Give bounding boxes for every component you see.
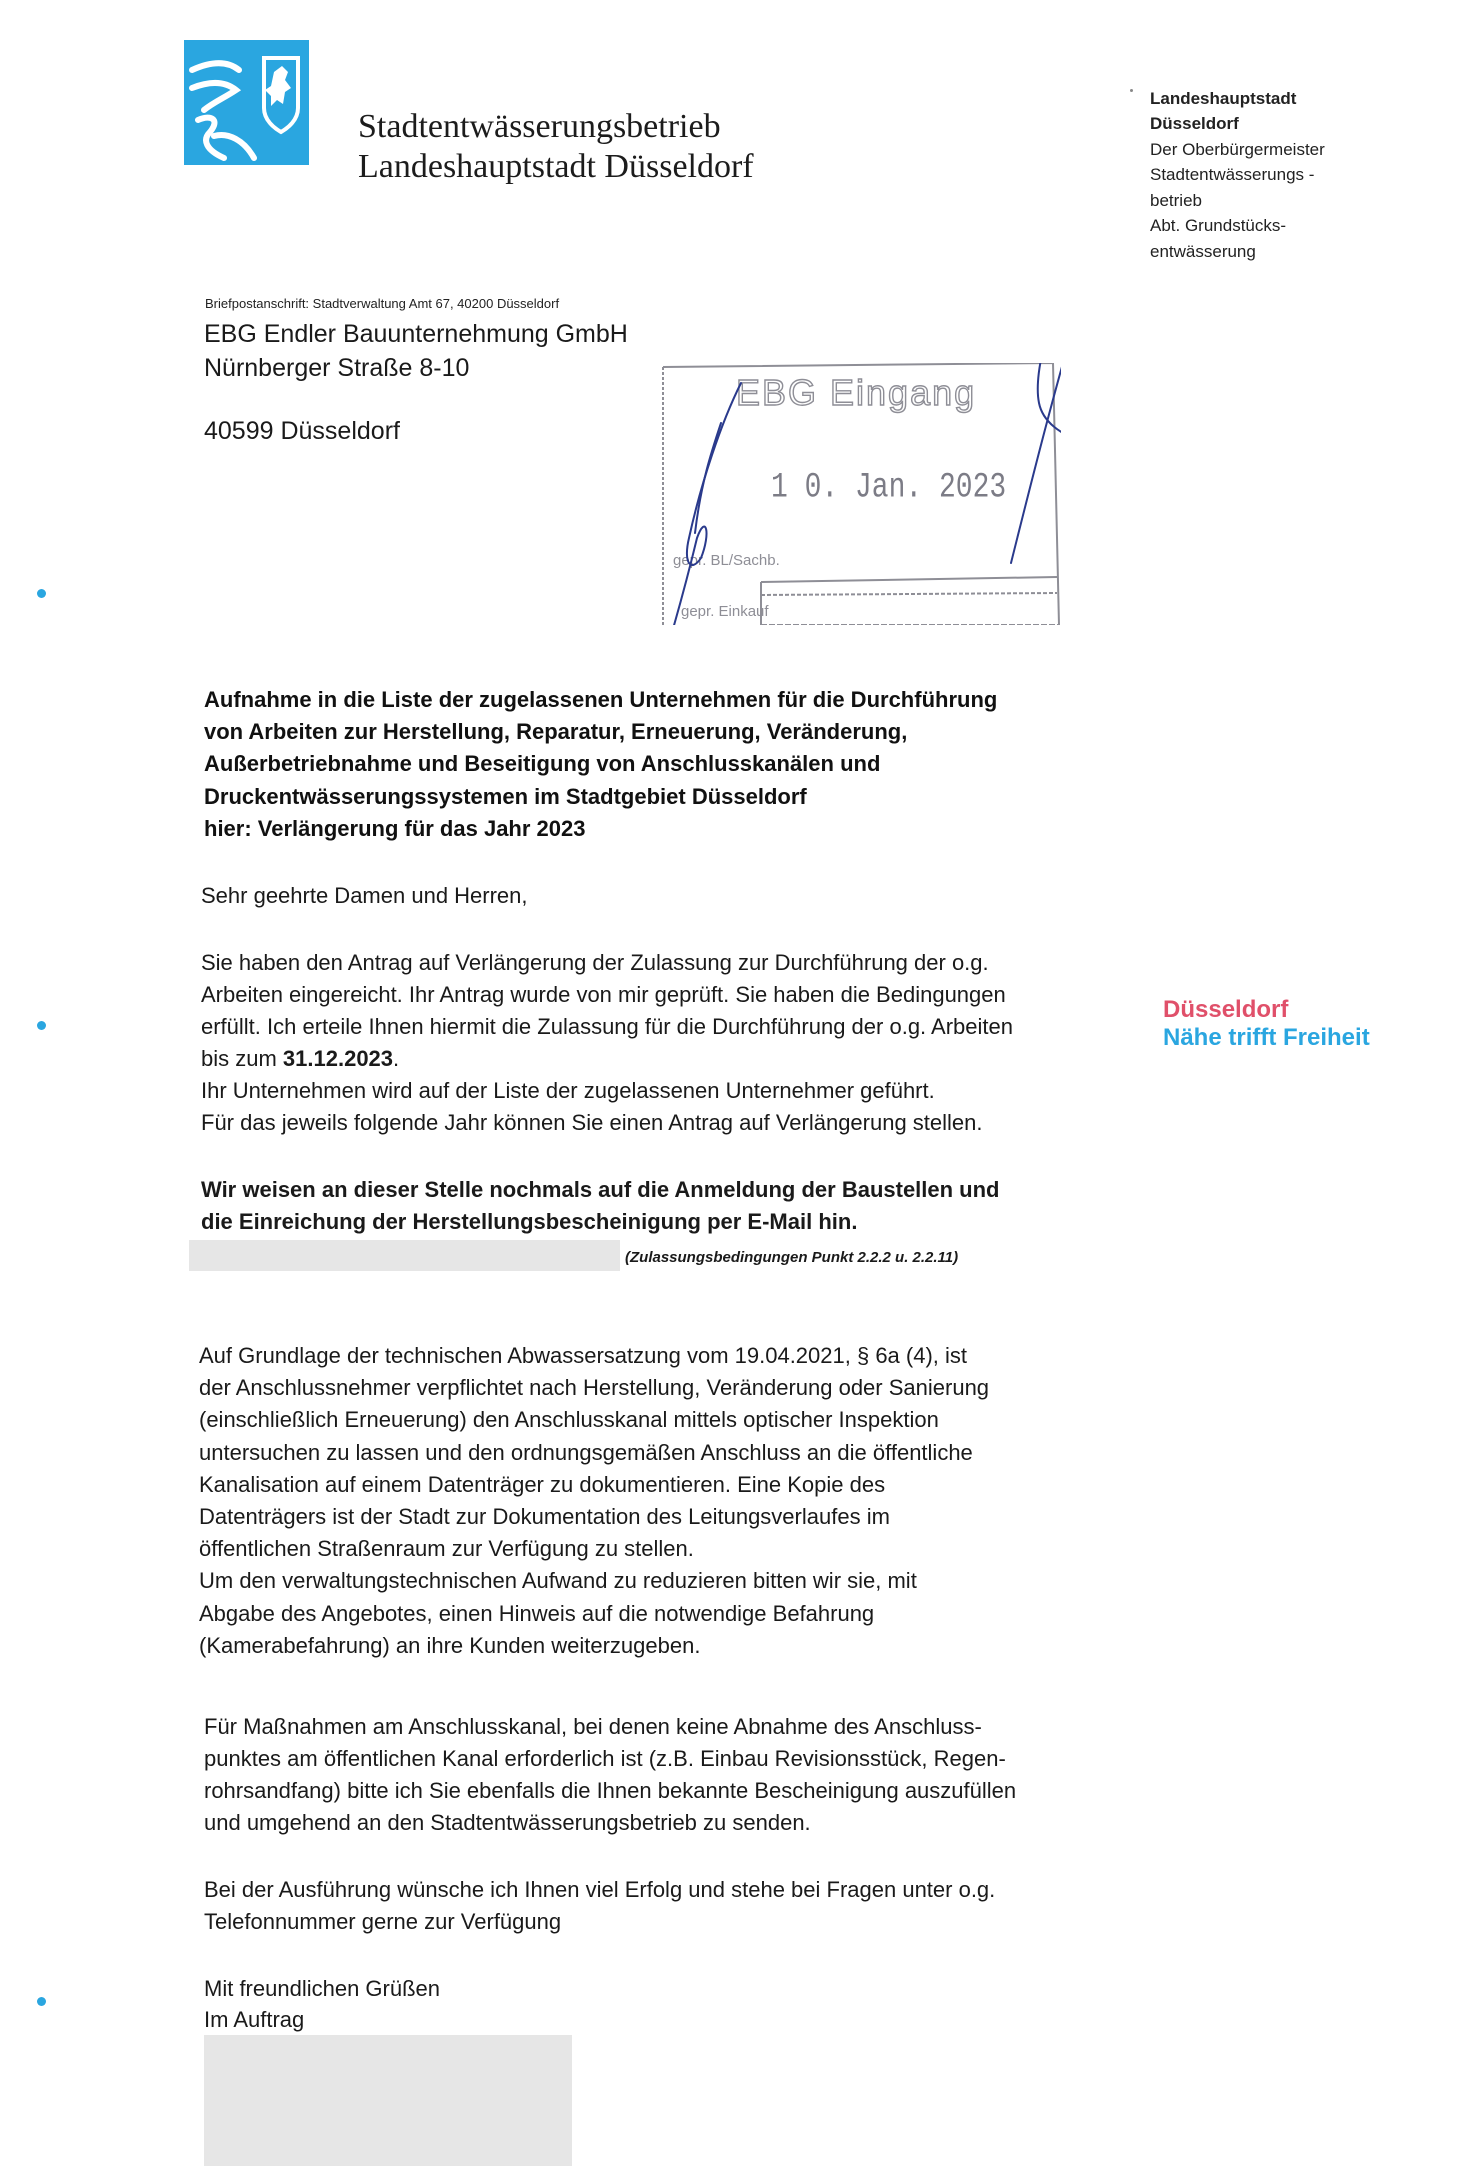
slogan-city: Düsseldorf: [1163, 996, 1289, 1023]
conditions-note: (Zulassungsbedingungen Punkt 2.2.2 u. 2.2.11): [625, 1249, 959, 1266]
stamp-row-2: gepr. Einkauf: [681, 603, 769, 620]
paragraph-line: Telefonnummer gerne zur Verfügung: [204, 1909, 562, 1934]
punch-mark-dot: [37, 1997, 46, 2006]
paragraph-line: Bei der Ausführung wünsche ich Ihnen viel Erfolg und stehe bei Fragen unter o.g.: [204, 1877, 996, 1902]
brand-line-2: Landeshauptstadt Düsseldorf: [358, 148, 754, 185]
emphasis-line: die Einreichung der Herstellungsbescheinigung per E-Mail hin.: [201, 1209, 858, 1234]
salutation: Sehr geehrte Damen und Herren,: [201, 883, 528, 908]
city-emblem-logo: [184, 40, 309, 165]
paragraph-line: Kanalisation auf einem Datenträger zu dokumentieren. Eine Kopie des: [199, 1472, 886, 1497]
paragraph-line: (einschließlich Erneuerung) den Anschlusskanal mittels optischer Inspektion: [199, 1407, 939, 1432]
paragraph-line: und umgehend an den Stadtentwässerungsbetrieb zu senden.: [204, 1810, 811, 1835]
punch-mark-dot: [37, 1021, 46, 1030]
emphasis-line: Wir weisen an dieser Stelle nochmals auf die Anmeldung der Baustellen und: [201, 1177, 1000, 1202]
receipt-stamp: [661, 363, 1061, 625]
punch-mark-dot: [37, 589, 46, 598]
until-text: bis zum: [201, 1046, 283, 1071]
paragraph-line: (Kamerabefahrung) an ihre Kunden weiterzugeben.: [199, 1633, 701, 1658]
sender-line: betrieb: [1150, 191, 1202, 210]
paragraph-line: Abgabe des Angebotes, einen Hinweis auf die notwendige Befahrung: [199, 1601, 875, 1626]
stamp-title: EBG Eingang: [736, 372, 977, 413]
paragraph-line: Sie haben den Antrag auf Verlängerung der Zulassung zur Durchführung der o.g.: [201, 950, 989, 975]
brand-line-1: Stadtentwässerungsbetrieb: [358, 108, 721, 145]
return-address: Briefpostanschrift: Stadtverwaltung Amt 67, 40200 Düsseldorf: [205, 296, 560, 311]
stamp-date: 1 0. Jan. 2023: [771, 468, 1007, 508]
subject-line: Druckentwässerungssystemen im Stadtgebiet Düsseldorf: [204, 784, 807, 809]
sender-line: Stadtentwässerungs -: [1150, 165, 1315, 184]
sender-line: Landeshauptstadt: [1150, 89, 1297, 108]
subject-line: Aufnahme in die Liste der zugelassenen Unternehmen für die Durchführung: [204, 687, 998, 712]
paragraph-line: Ihr Unternehmen wird auf der Liste der zugelassenen Unternehmer geführt.: [201, 1078, 935, 1103]
paragraph-line: Arbeiten eingereicht. Ihr Antrag wurde von mir geprüft. Sie haben die Bedingungen: [201, 982, 1006, 1007]
sender-line: Düsseldorf: [1150, 114, 1239, 133]
recipient-company: EBG Endler Bauunternehmung GmbH: [204, 320, 628, 348]
sender-line: Abt. Grundstücks-: [1150, 216, 1287, 235]
paragraph-line: punktes am öffentlichen Kanal erforderlich ist (z.B. Einbau Revisionsstück, Regen-: [204, 1746, 1006, 1771]
recipient-city: 40599 Düsseldorf: [204, 417, 400, 445]
im-auftrag: Im Auftrag: [204, 2007, 305, 2032]
paragraph-line: Datenträgers ist der Stadt zur Dokumentation des Leitungsverlaufes im: [199, 1504, 890, 1529]
paragraph-line: untersuchen zu lassen und den ordnungsgemäßen Anschluss an die öffentliche: [199, 1440, 973, 1465]
closing: Mit freundlichen Grüßen: [204, 1976, 440, 2001]
paragraph-line: öffentlichen Straßenraum zur Verfügung zu stellen.: [199, 1536, 694, 1561]
paragraph-line: Für Maßnahmen am Anschlusskanal, bei denen keine Abnahme des Anschluss-: [204, 1714, 982, 1739]
sender-line: Der Oberbürgermeister: [1150, 140, 1325, 159]
paragraph-line: der Anschlussnehmer verpflichtet nach Herstellung, Veränderung oder Sanierung: [199, 1375, 990, 1400]
paragraph-line: [201, 1043, 399, 1074]
paragraph-line: Um den verwaltungstechnischen Aufwand zu reduzieren bitten wir sie, mit: [199, 1568, 917, 1593]
slogan-tagline: Nähe trifft Freiheit: [1163, 1024, 1370, 1051]
subject-line: von Arbeiten zur Herstellung, Reparatur, Erneuerung, Veränderung,: [204, 719, 908, 744]
recipient-street: Nürnberger Straße 8-10: [204, 354, 470, 382]
subject-line: hier: Verlängerung für das Jahr 2023: [204, 816, 586, 841]
valid-until-date: 31.12.2023: [282, 1046, 394, 1071]
paragraph-line: Für das jeweils folgende Jahr können Sie einen Antrag auf Verlängerung stellen.: [201, 1110, 983, 1135]
subject-line: Außerbetriebnahme und Beseitigung von Anschlusskanälen und: [204, 751, 881, 776]
period: .: [393, 1046, 400, 1071]
paragraph-line: Auf Grundlage der technischen Abwassersatzung vom 19.04.2021, § 6a (4), ist: [199, 1343, 968, 1368]
paragraph-line: rohrsandfang) bitte ich Sie ebenfalls die Ihnen bekannte Bescheinigung auszufüllen: [204, 1778, 1017, 1803]
sender-line: entwässerung: [1150, 242, 1256, 261]
signature-redaction: [204, 2035, 572, 2166]
stamp-row-1: gepr. BL/Sachb.: [673, 552, 780, 569]
redaction-block: [189, 1240, 620, 1271]
paragraph-line: erfüllt. Ich erteile Ihnen hiermit die Zulassung für die Durchführung der o.g. Arbeiten: [201, 1014, 1014, 1039]
decorative-dot: [1130, 89, 1133, 92]
